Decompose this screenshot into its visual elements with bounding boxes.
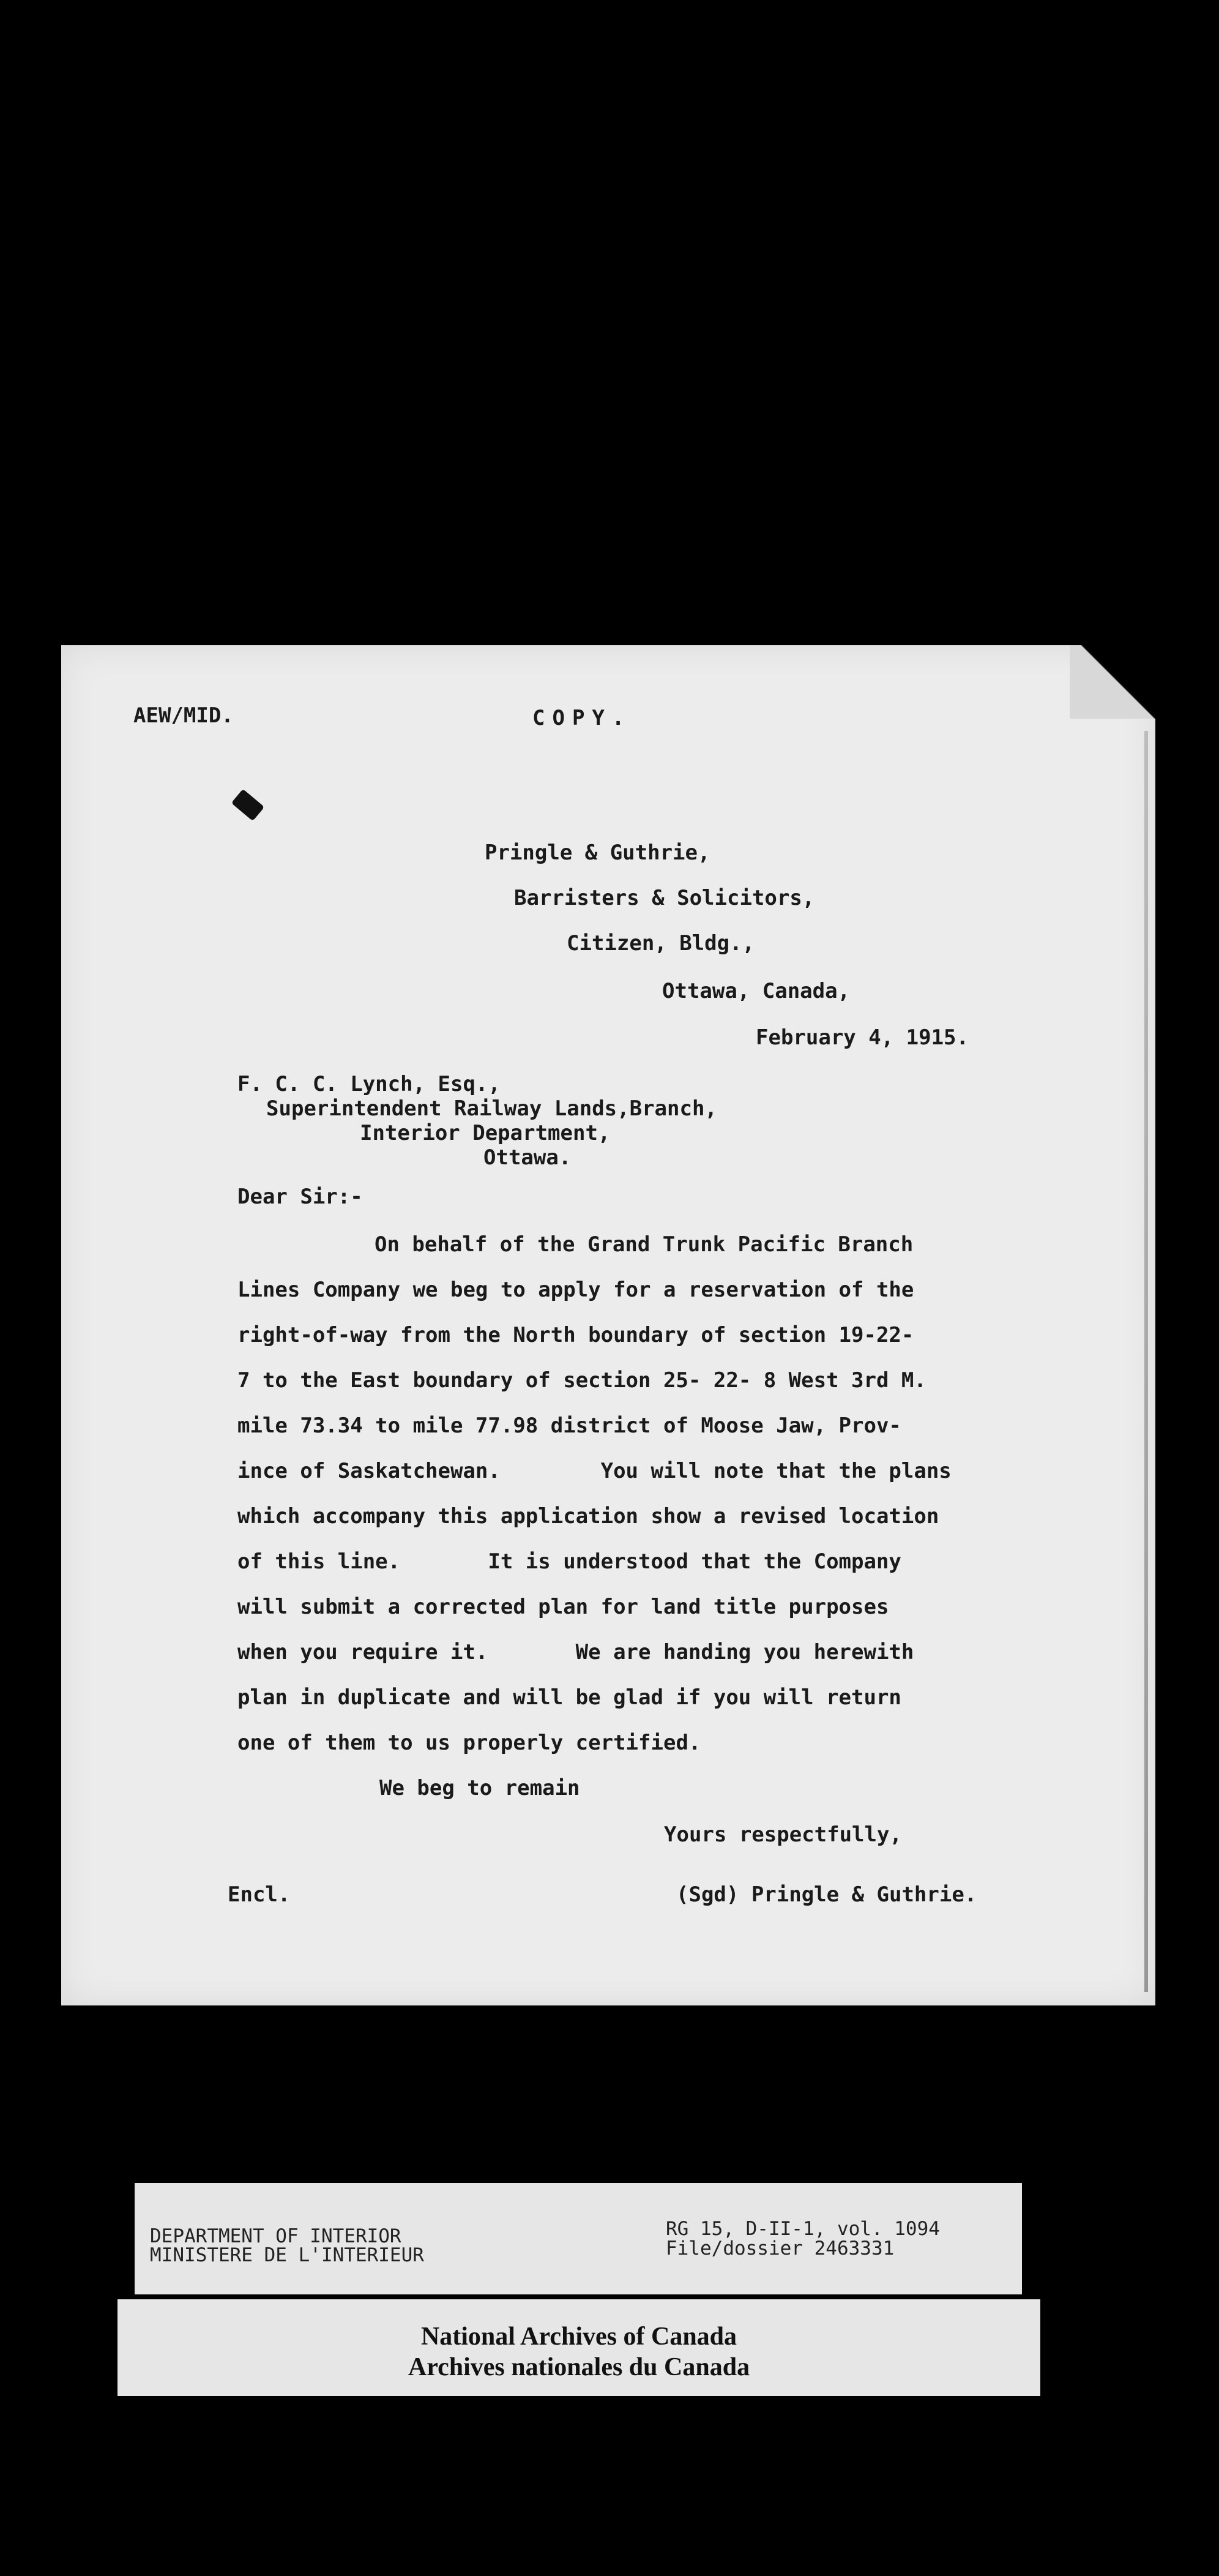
- sender-line: Pringle & Guthrie,: [485, 841, 710, 865]
- sender-line: Barristers & Solicitors,: [514, 886, 815, 910]
- department-english: DEPARTMENT OF INTERIOR: [150, 2225, 401, 2247]
- body-line: which accompany this application show a revised location: [237, 1504, 939, 1529]
- body-line: mile 73.34 to mile 77.98 district of Moose Jaw, Prov-: [237, 1413, 901, 1438]
- recipient-line: Ottawa.: [483, 1145, 572, 1170]
- torn-corner: [1070, 645, 1155, 719]
- enclosure-note: Encl.: [228, 1882, 291, 1907]
- body-line: Lines Company we beg to apply for a reservation of the: [237, 1278, 914, 1302]
- body-line: of this line. It is understood that the Company: [237, 1549, 901, 1574]
- body-line: when you require it. We are handing you herewith: [237, 1640, 914, 1664]
- copy-label: COPY.: [532, 706, 632, 730]
- body-line: right-of-way from the North boundary of section 19-22-: [237, 1323, 914, 1347]
- body-line: one of them to us properly certified.: [237, 1731, 701, 1755]
- body-line: ince of Saskatchewan. You will note that the plans: [237, 1459, 952, 1483]
- sender-line: Citizen, Bldg.,: [567, 931, 755, 956]
- closing-line: We beg to remain: [379, 1776, 580, 1800]
- letter-date: February 4, 1915.: [756, 1025, 969, 1050]
- archive-reference-label: [135, 2183, 1022, 2294]
- ink-blot: [231, 789, 265, 822]
- recipient-line: F. C. C. Lynch, Esq.,: [237, 1072, 501, 1096]
- department-french: MINISTERE DE L'INTERIEUR: [150, 2244, 424, 2266]
- archives-name-french: Archives nationales du Canada: [408, 2353, 750, 2381]
- body-line: plan in duplicate and will be glad if you will return: [237, 1685, 901, 1710]
- recipient-line: Superintendent Railway Lands,Branch,: [266, 1096, 717, 1121]
- salutation: Dear Sir:-: [237, 1185, 363, 1209]
- record-group-reference: RG 15, D-II-1, vol. 1094: [666, 2218, 940, 2240]
- archives-banner: [117, 2299, 1040, 2396]
- complimentary-close: Yours respectfully,: [664, 1822, 902, 1847]
- signature-line: (Sgd) Pringle & Guthrie.: [676, 1882, 977, 1907]
- page-edge-shadow: [1144, 731, 1148, 1992]
- archives-name-english: National Archives of Canada: [420, 2323, 737, 2351]
- body-line: On behalf of the Grand Trunk Pacific Branch: [375, 1232, 914, 1257]
- body-line: 7 to the East boundary of section 25- 22- 8 West 3rd M.: [237, 1368, 926, 1393]
- recipient-line: Interior Department,: [360, 1121, 611, 1145]
- body-line: will submit a corrected plan for land title purposes: [237, 1595, 889, 1619]
- file-number: File/dossier 2463331: [666, 2237, 895, 2260]
- letter-page: [61, 645, 1155, 2005]
- reference-initials: AEW/MID.: [133, 703, 234, 728]
- sender-line: Ottawa, Canada,: [662, 979, 851, 1003]
